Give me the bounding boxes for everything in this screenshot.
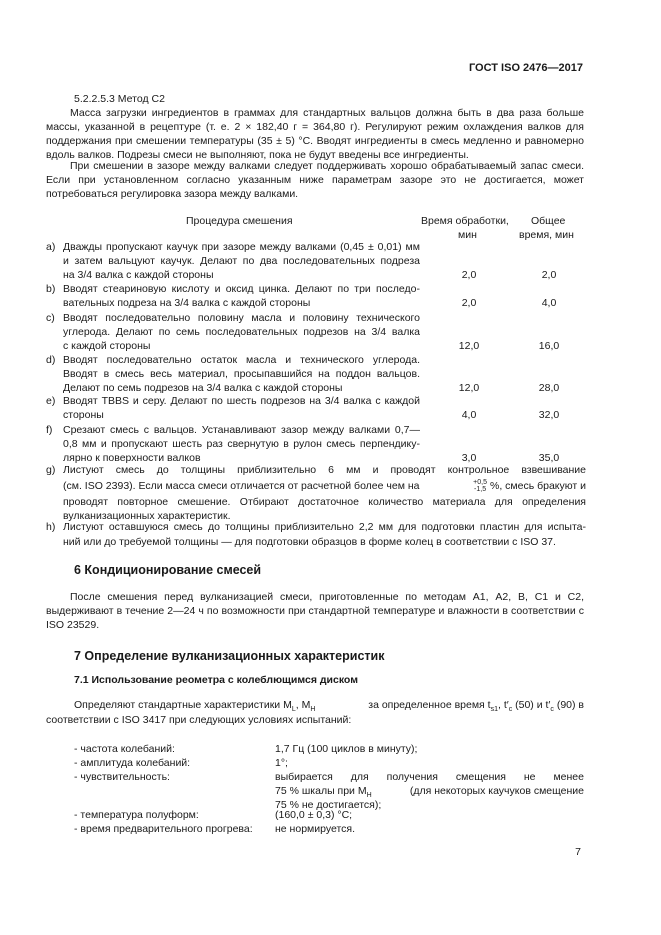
row-g-line-1: Листуют смесь до толщины приблизительно 6 мм и проводят контрольное взвешивание (63, 464, 586, 476)
row-h-line-2: ний или до требуемой толщины — для подготовки образцов в форме колец в соответствии с ISO 37. (63, 536, 556, 548)
intro-text-a: Определяют стандартные характеристики M (74, 699, 292, 711)
row-label: e) (46, 395, 56, 407)
row-text-line: Вводят в смесь весь материал, просыпавшийся на поддон вальцов. (63, 368, 420, 380)
page-number: 7 (575, 846, 581, 858)
tolerance-plus: +0,5 (473, 479, 487, 486)
row-text-line: с каждой стороны (63, 340, 151, 352)
row-label: g) (46, 464, 56, 476)
row-h-line-1: Листуют оставшуюся смесь до толщины приблизительно 2,2 мм для подготовки пластин для испыта- (63, 521, 586, 533)
sens-text-a: 75 % шкалы при M (275, 785, 367, 797)
row-text-line: вательных подреза на 3/4 валка с каждой стороны (63, 297, 311, 309)
row-label: h) (46, 521, 56, 533)
tolerance-minus: -1,5 (474, 486, 487, 493)
row-total: 4,0 (541, 297, 557, 309)
tc-subscript-1: c (508, 706, 513, 714)
table-header-total-unit: время, мин (519, 229, 574, 241)
condition-key: - амплитуда колебаний: (74, 757, 191, 769)
condition-value: не нормируется. (275, 823, 356, 835)
sens-sub: H (366, 792, 372, 800)
section-7-title: 7 Определение вулканизационных характеристик (74, 649, 385, 663)
row-time: 3,0 (461, 452, 477, 464)
row-g-line-2-a: (см. ISO 2393). Если масса смеси отличается от расчетной более чем на (63, 480, 420, 492)
row-total: 28,0 (538, 382, 560, 394)
condition-key: - чувствительность: (74, 771, 170, 783)
row-total: 16,0 (538, 340, 560, 352)
method-paragraph-2: При смешении в зазоре между валками следует поддерживать хорошо обрабатываемый запас смеси. Если при установленном согласно указанным ниже параметрам зазоре это не достигается, может потребоваться регулировка зазора между валками. (46, 160, 584, 200)
section-6-title: 6 Кондиционирование смесей (74, 563, 262, 577)
section-7-1-title: 7.1 Использование реометра с колеблющимся диском (74, 674, 358, 686)
row-g-line-2-b: %, смесь бракуют и (489, 480, 586, 492)
row-g-line-4: вулканизационных характеристик. (63, 510, 231, 522)
section-7-intro-line-2: соответствии с ISO 3417 при следующих условиях испытаний: (46, 714, 352, 726)
row-label: d) (46, 354, 56, 366)
condition-value: 1,7 Гц (100 циклов в минуту); (275, 743, 418, 755)
row-time: 12,0 (458, 382, 480, 394)
row-time: 2,0 (461, 297, 477, 309)
row-text-line: 0,8 мм и пропускают шесть раз свернутую в рулон смесь перпендику- (63, 438, 420, 450)
row-label: f) (46, 424, 53, 436)
row-text-line: Делают по семь подрезов на 3/4 валка с каждой стороны (63, 382, 343, 394)
ml-subscript: L (291, 706, 296, 714)
row-label: b) (46, 283, 56, 295)
row-text-line: лярно к поверхности валков (63, 452, 201, 464)
table-header-time: Время обработки, (421, 215, 509, 227)
row-g-line-3: проводят повторное смешение. Отбирают достаточное количество материала для определения (63, 496, 586, 508)
row-text-line: Вводят TBBS и серу. Делают по шесть подрезов на 3/4 валка с каждой (63, 395, 420, 407)
condition-key: - температура полуформ: (74, 809, 199, 821)
row-text-line: Вводят последовательно половину масла и половину технического (63, 312, 420, 324)
row-text-line: и затем вальцуют каучук. Делают по два последовательных подреза (63, 255, 420, 267)
tolerance (473, 479, 487, 493)
row-label: a) (46, 241, 56, 253)
row-text-line: на 3/4 валка с каждой стороны (63, 269, 214, 281)
table-header-total: Общее (531, 215, 566, 227)
row-time: 2,0 (461, 269, 477, 281)
row-time: 4,0 (461, 409, 477, 421)
condition-value: (160,0 ± 0,3) °С; (275, 809, 353, 821)
row-g-line-2 (63, 479, 586, 493)
row-time: 12,0 (458, 340, 480, 352)
document-header-standard: ГОСТ ISO 2476—2017 (468, 62, 583, 74)
condition-value-line-1: выбирается для получения смещения не менее (275, 771, 584, 783)
section-6-text: После смешения перед вулканизацией смеси, приготовленные по методам А1, А2, В, С1 и С2, выдерживают в течение 2—24 ч по возможности при стандартной температуре и влажности в соответствии с ISO 23529. (46, 591, 584, 631)
tc-subscript-2: c (550, 706, 554, 714)
method-heading: 5.2.2.5.3 Метод С2 (74, 93, 165, 105)
sens-text-b: (для некоторых каучуков смещение (409, 785, 584, 797)
condition-key: - частота колебаний: (74, 743, 175, 755)
row-total: 2,0 (541, 269, 557, 281)
row-label: c) (46, 312, 55, 324)
row-text-line: Вводят стеариновую кислоту и оксид цинка. Делают по три последо- (63, 283, 420, 295)
intro-text-d: , t′ (497, 699, 509, 711)
row-total: 32,0 (538, 409, 560, 421)
row-text-line: Вводят последовательно остаток масла и технического углерода. (63, 354, 420, 366)
row-text-line: углерода. Делают по семь последовательных подрезов на 3/4 валка (63, 326, 420, 338)
row-text-line: Дважды пропускают каучук при зазоре между валками (0,45 ± 0,01) мм (63, 241, 420, 253)
intro-text-b: , M (295, 699, 311, 711)
condition-key: - время предварительного прогрева: (74, 823, 253, 835)
intro-text-c: за определенное время t (368, 699, 491, 711)
intro-text-e: (50) и t′ (512, 699, 551, 711)
table-header-procedure: Процедура смешения (186, 215, 293, 227)
condition-value: 1°; (275, 757, 288, 769)
intro-text-f: (90) в (553, 699, 584, 711)
mh-subscript: H (310, 706, 316, 714)
row-text-line: Срезают смесь с вальцов. Устанавливают зазор между валками 0,7— (63, 424, 420, 436)
row-text-line: стороны (63, 409, 104, 421)
condition-value-line-3: 75 % не достигается); (275, 799, 382, 811)
method-paragraph-1: Масса загрузки ингредиентов в граммах для стандартных вальцов должна быть в два раза больше массы, указанной в рецептуре (т. е. 2 × 182,40 г = 364,80 г). Регулируют режим охлаждения валков для поддержания при смешении температуры (35 ± 5) °С. Вводят ингредиенты в смесь медленно и равномерно вдоль валков. Подрезы смеси не выполняют, пока не будут введены все ингредиенты. (46, 107, 584, 161)
table-header-time-unit: мин (458, 229, 477, 241)
ts-subscript: s1 (490, 706, 498, 714)
row-total: 35,0 (538, 452, 560, 464)
